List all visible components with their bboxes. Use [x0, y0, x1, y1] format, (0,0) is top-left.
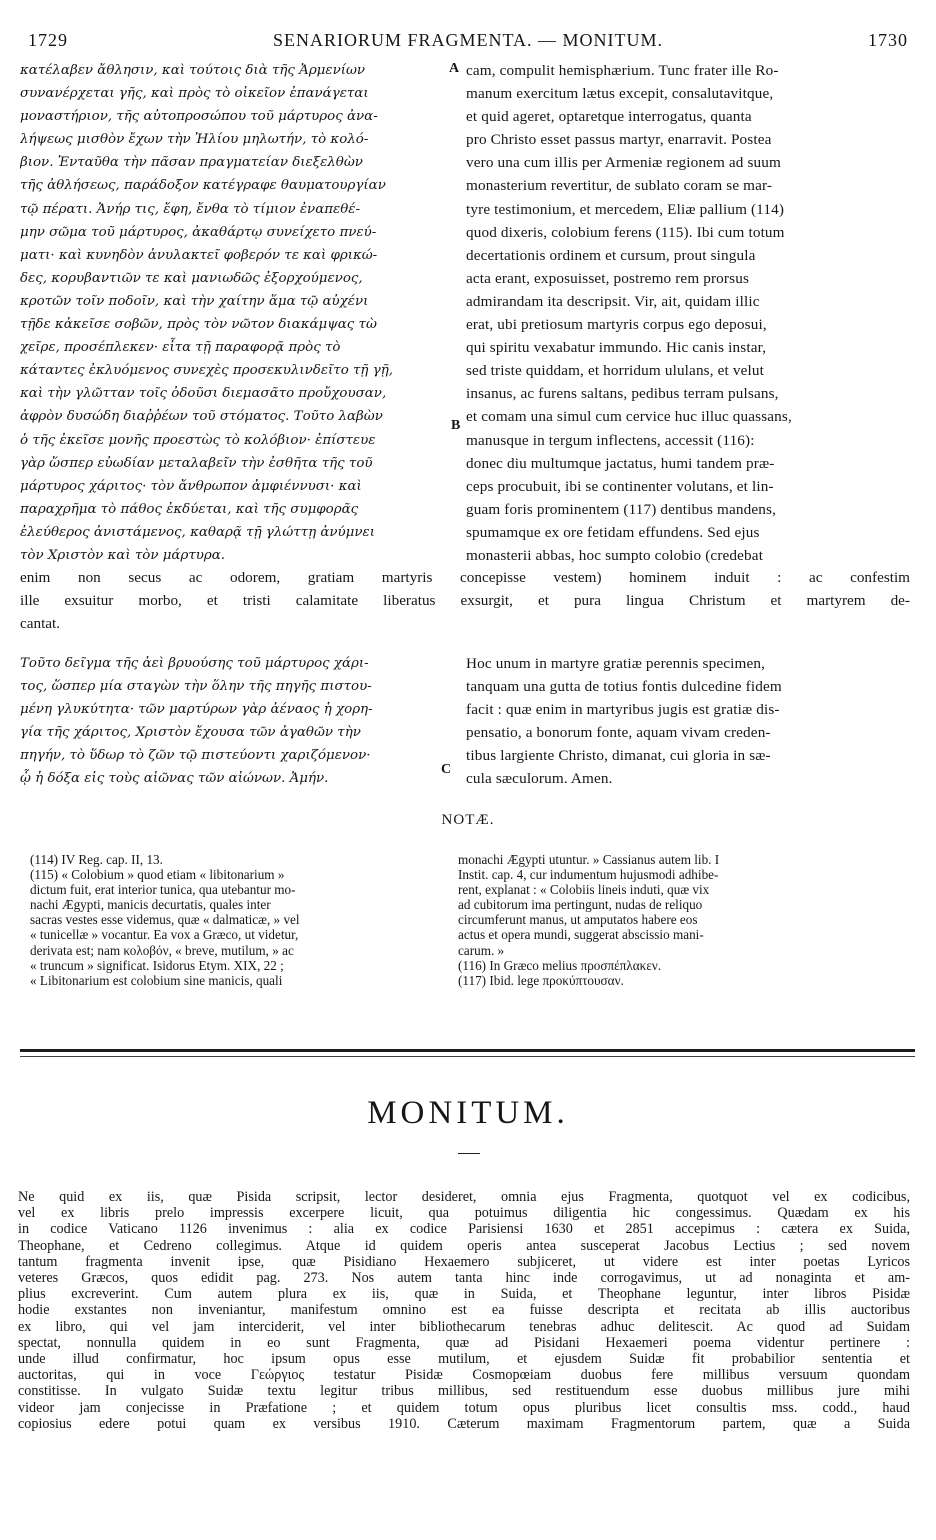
note-right-line: monachi Ægypti utuntur. » Cassianus autem lib. I: [458, 852, 720, 867]
latin-bottom-line: tanquam una gutta de totius fontis dulcedine fidem: [466, 678, 782, 696]
latin-top-line: et quid ageret, optaretque interrogatus, quanta: [466, 108, 752, 126]
note-right-line: (117) Ibid. lege προκύπτουσαν.: [458, 972, 624, 988]
latin-full-line: ille exsuitur morbo, et tristi calamitate liberatus exsurgit, et pura lingua Christum et martyrem de-: [20, 592, 910, 610]
greek-top-line: γὰρ ὥσπερ εὐωδίαν μεταλαβεῖν τὴν ἐσθῆτα τῆς τοῦ: [20, 455, 373, 471]
greek-top-line: ἐλεύθερος ἀνιστάμενος, καθαρᾷ τῇ γλώττῃ ἀνύμνει: [20, 524, 375, 540]
latin-top-line: erat, ubi pretiosum martyris corpus ego deposui,: [466, 316, 767, 334]
latin-top-line: tyre testimonium, et mercedem, Eliæ pallium (114): [466, 200, 785, 218]
latin-top-line: quod dixeris, colobium ferens (115). Ibi cum totum: [466, 223, 785, 241]
latin-bottom-line: tibus largiente Christo, dimanat, cui gloria in sæ-: [466, 747, 771, 765]
monitum-line: tantum fragmenta invenit ipse, quæ Pisidiano Hexaemero subjiceret, ut videre est inter poetas Lyricos: [18, 1253, 910, 1270]
latin-bottom-line: Hoc unum in martyre gratiæ perennis specimen,: [466, 655, 766, 672]
monitum-heading: MONITUM.: [367, 1095, 569, 1131]
monitum-line: plius excreverint. Cum autem plura ex iis, quæ in Suida, et Theophane leguntur, inter libros Pisidæ: [18, 1286, 910, 1303]
latin-column-top: [466, 59, 910, 567]
greek-top-line: μην σῶμα τοῦ μάρτυρος, ἀκαθάρτῳ συνείχετο πνεύ-: [20, 224, 377, 240]
latin-top-line: qui spiritu vexabatur immundo. Hic canis instar,: [466, 339, 767, 357]
note-right-line: circumferunt manus, ut amputatos habere eos: [458, 912, 698, 928]
greek-top-line: παραχρῆμα τὸ πάθος ἐκδύεται, καὶ τῆς συμφορᾶς: [20, 501, 359, 517]
latin-top-line: manusque in tergum inflectens, accessit (116):: [466, 431, 755, 449]
note-right-line: actus et opera mundi, suggerat abscissio mani-: [458, 927, 704, 943]
greek-top-line: καὶ τὴν γλῶτταν τοῖς ὀδοῦσι διεμασᾶτο προὔχουσαν,: [20, 386, 387, 402]
note-right-line: ad cubitorum ima pertingunt, nudas de reliquo: [458, 897, 703, 913]
greek-bottom-line: πηγήν, τὸ ὕδωρ τὸ ζῶν τῷ πιστεύοντι χαριζόμενον·: [20, 748, 371, 764]
greek-top-line: μοναστήριον, τῆς αὐτοπροσώπου τοῦ μάρτυρος ἀνα-: [20, 109, 378, 125]
greek-top-line: τῷ πέρατι. Ἀνήρ τις, ἔφη, ἔνθα τὸ τίμιον ἐναπεθέ-: [20, 201, 360, 217]
greek-bottom-line: Τοῦτο δεῖγμα τῆς ἀεὶ βρυούσης τοῦ μάρτυρος χάρι-: [20, 656, 369, 671]
monitum-line: Theophane, et Cedreno collegimus. Atque id quidem operis antea susceperat Jacobus Lectius ; sed novem: [18, 1237, 910, 1254]
greek-column-top: [20, 59, 447, 567]
note-left-line: « truncum » significat. Isidorus Etym. XIX, 22 ;: [30, 957, 284, 973]
latin-top-line: acta erant, exposuisset, postremo rem prorsus: [466, 269, 750, 287]
note-left-line: nachi Ægypti, manicis decurtatis, quales inter: [30, 897, 271, 913]
latin-top-line: guam foris prominentem (117) dentibus mandens,: [466, 500, 777, 518]
monitum-line: veteres Græcos, quos edidit pag. 273. Nos autem tanta hinc inde corrogavimus, ut ad nonaginta et am-: [18, 1270, 910, 1287]
monitum-line: copiosius edere potui quam ex versibus 1910. Cæterum maximam Fragmentorum partem, quæ a Suida: [18, 1415, 910, 1432]
greek-top-line: κατέλαβεν ἄθλησιν, καὶ τούτοις διὰ τῆς Ἀρμενίων: [20, 63, 366, 78]
latin-column-bottom: [466, 652, 910, 791]
latin-full-line: cantat.: [20, 615, 61, 633]
greek-top-line: ματι· καὶ κυνηδὸν ἀνυλακτεῖ φοβερόν τε καὶ φρικώ-: [20, 247, 378, 263]
note-left-line: sacras vestes esse videmus, quæ « dalmaticæ, » vel: [30, 912, 300, 928]
monitum-line: Ne quid ex iis, quæ Pisida scripsit, lector desideret, omnia ejus Fragmenta, quotquot vel ex codicibus,: [18, 1189, 910, 1205]
column-marker-a: A: [449, 61, 460, 76]
greek-top-line: τῇδε κἀκεῖσε σοβῶν, πρὸς τὸν νῶτον διακάμψας τὼ: [20, 317, 377, 333]
greek-top-line: ὁ τῆς ἐκεῖσε μονῆς προεστὼς τὸ κολόβιον· ἐπίστευε: [20, 432, 376, 448]
latin-top-line: manum exercitum lætus excepit, consalutavitque,: [466, 85, 774, 103]
note-left-line: derivata est; nam κολοβόν, « breve, mutilum, » ac: [30, 942, 294, 958]
latin-top-line: cam, compulit hemisphærium. Tunc frater ille Ro-: [466, 62, 779, 79]
monitum-line: spectat, nonnulla quidem in eo sunt Fragmenta, quæ ad Pisidani Hexaemeri poema videntur pertinere :: [18, 1334, 910, 1351]
greek-top-line: ἀφρὸν δυσώδη διαῤῥέων τοῦ στόματος. Τοῦτο λαβὼν: [20, 409, 383, 425]
note-left-line: dictum fuit, erat interior tunica, qua utebantur mo-: [30, 882, 296, 898]
monitum-line: in codice Vaticano 1126 invenimus : alia ex codice Parisiensi 1630 et 2851 accepimus : cætera ex Suida,: [18, 1221, 910, 1238]
greek-bottom-line: γία τῆς χάριτος, Χριστὸν ἔχουσα τῶν ἀγαθῶν τὴν: [20, 725, 361, 741]
greek-top-line: δες, κορυβαντιῶν τε καὶ μανιωδῶς ἐξορχούμενος,: [20, 270, 363, 286]
greek-top-line: λήψεως μισθὸν ἔχων τὴν Ἠλίου μηλωτήν, τὸ κολό-: [20, 132, 369, 148]
latin-full-line: enim non secus ac odorem, gratiam martyris concepisse vestem) hominem induit : ac confestim: [20, 569, 910, 586]
latin-top-line: pro Christo esset passus martyr, enarravit. Postea: [466, 131, 772, 149]
page-number-left: 1729: [28, 30, 68, 50]
greek-top-line: συνανέρχεται γῆς, καὶ πρὸς τὸ οἰκεῖον ἐπανάγεται: [20, 86, 369, 102]
monitum-line: unde illud confirmatur, hoc ipsum opus esse mutilum, et ejusdem Suidæ fit probabilior sententia et: [18, 1351, 910, 1368]
latin-top-line: monasterium revertitur, de sublato coram se mar-: [466, 177, 773, 195]
greek-top-line: τὸν Χριστὸν καὶ τὸν μάρτυρα.: [20, 547, 226, 563]
note-right-line: carum. »: [458, 942, 505, 958]
monitum-line: ex libro, qui vel jam interciderit, vel inter bibliothecarum tenebras adhuc delitescit. Ac quod ad Suidam: [18, 1318, 910, 1335]
heading-dash: [458, 1153, 480, 1154]
latin-top-line: ceps procubuit, ibi se continenter volutans, et lin-: [466, 477, 774, 495]
latin-top-line: donec diu multumque jactatus, humi tandem præ-: [466, 454, 775, 472]
greek-top-line: τῆς ἀθλήσεως, παράδοξον κατέγραφε θαυματουργίαν: [20, 178, 386, 194]
greek-top-line: βιον. Ἐνταῦθα τὴν πᾶσαν πραγματείαν διεξελθὼν: [20, 155, 363, 171]
latin-top-line: et comam una simul cum cervice huc illuc quassans,: [466, 408, 792, 426]
monitum-line: auctoritas, qui in voce Γεώργιος testatur Pisidæ Cosmopœiam duobus fere millibus versuum quondam: [18, 1367, 910, 1384]
monitum-line: vel ex libris prelo impressis excerpere licuit, qua potuimus diligentia hic congessimus. Quædam ex his: [18, 1205, 910, 1222]
latin-top-line: decertationis ordinem et cursum, prout singula: [466, 246, 756, 264]
greek-column-bottom: [20, 652, 440, 791]
notes-left-column: [30, 852, 440, 988]
monitum-line: hodie exstantes non inveniantur, manifestum omnino est ea fuisse descripta et recitata ab illis auctoribus: [18, 1302, 910, 1319]
latin-top-line: vero una cum illis per Armeniæ regionem ad suum: [466, 154, 781, 172]
latin-full-width-paragraph: [20, 566, 910, 635]
greek-bottom-line: τος, ὥσπερ μία σταγὼν τὴν ὅλην τῆς πηγῆς πιστου-: [20, 679, 372, 695]
column-marker-c: C: [441, 762, 452, 777]
latin-top-line: sed triste quiddam, et horridum ululans, et velut: [466, 362, 764, 380]
monitum-line: videor jam conjecisse in Præfatione ; et quidem totum opus pluribus licet consultis mss. codd., haud: [18, 1399, 910, 1416]
page-number-right: 1730: [868, 30, 908, 50]
monitum-paragraph: [18, 1189, 910, 1432]
latin-top-line: insanus, ac furens saltans, pedibus terram pulsans,: [466, 385, 779, 403]
latin-bottom-line: pensatio, a bonorum fonte, aquam vivam creden-: [466, 724, 771, 742]
greek-top-line: μάρτυρος χάριτος· τὸν ἄνθρωπον ἀμφιέννυσι· καὶ: [20, 478, 362, 494]
latin-bottom-line: cula sæculorum. Amen.: [466, 770, 613, 788]
greek-top-line: χεῖρε, προσέπλεκεν· εἶτα τῇ παραφορᾷ πρὸς τὸ: [20, 340, 341, 356]
note-left-line: (114) IV Reg. cap. II, 13.: [30, 852, 163, 867]
note-left-line: « tunicellæ » vocantur. Ea vox a Græco, ut videtur,: [30, 927, 299, 943]
notes-heading: NOTÆ.: [441, 812, 495, 828]
section-rule-thick: [20, 1049, 915, 1052]
greek-bottom-line: ᾧ ἡ δόξα εἰς τοὺς αἰῶνας τῶν αἰώνων. Ἀμήν.: [20, 771, 329, 787]
running-title: SENARIORUM FRAGMENTA. — MONITUM.: [272, 30, 664, 50]
note-left-line: (115) « Colobium » quod etiam « libitonarium »: [30, 867, 285, 883]
notes-right-column: [458, 852, 878, 988]
section-rule-thin: [20, 1056, 915, 1057]
note-right-line: Instit. cap. 4, cur indumentum hujusmodi adhibe-: [458, 867, 719, 883]
running-header: [28, 30, 908, 56]
note-right-line: rent, explanat : « Colobiis lineis induti, quæ vix: [458, 882, 710, 898]
latin-top-line: admirandam ita descripsit. Vir, ait, quidam illic: [466, 292, 760, 310]
greek-top-line: κροτῶν τοῖν ποδοῖν, καὶ τὴν χαίτην ἅμα τῷ αὐχένι: [20, 293, 369, 309]
monitum-line: constitisse. In vulgato Suidæ textu legitur tribus millibus, sed restituendum esse duobus millibus jure mihi: [18, 1383, 910, 1400]
greek-top-line: κάταντες ἐκλυόμενος συνεχὲς προσεκυλινδεῖτο τῇ γῇ,: [20, 363, 393, 379]
note-right-line: (116) In Græco melius προσπέπλακεν.: [458, 957, 662, 973]
greek-bottom-line: μένη γλυκύτητα· τῶν μαρτύρων γὰρ ἀέναος ἡ χορη-: [20, 702, 373, 718]
column-marker-b: B: [451, 418, 461, 433]
note-left-line: « Libitonarium est colobium sine manicis, quali: [30, 972, 283, 988]
latin-top-line: monasterii abbas, hoc sumpto colobio (credebat: [466, 546, 764, 564]
latin-top-line: spumamque ex ore fetidam effundens. Sed ejus: [466, 523, 760, 541]
latin-bottom-line: facit : quæ enim in martyribus jugis est gratiæ dis-: [466, 701, 780, 719]
